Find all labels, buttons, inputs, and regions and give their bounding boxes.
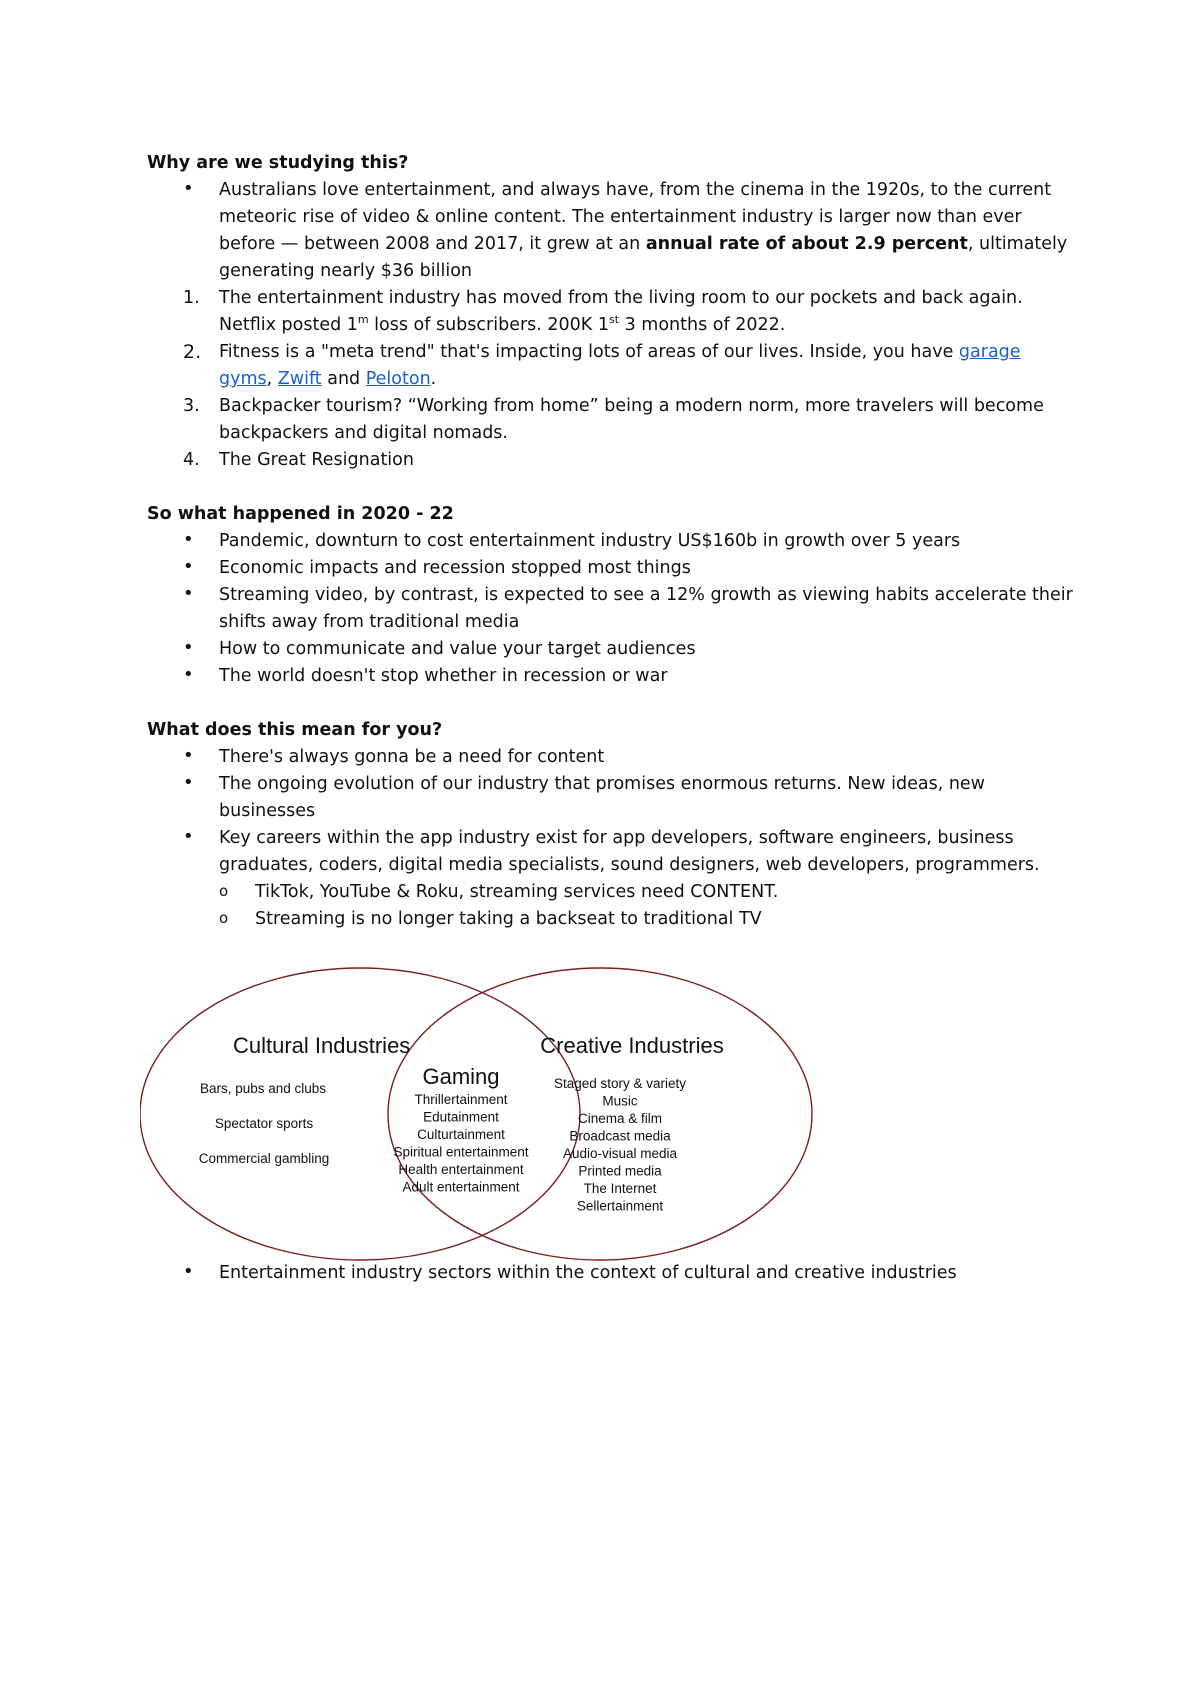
- bullet-text: Australians love entertainment, and always have, from the cinema in the 1920s, to the current meteoric rise of video & online content. The entertainment industry is larger now than ever before — between 2008 and 2017, it grew at an: [219, 180, 1052, 254]
- venn-center-item: Culturtainment: [417, 1127, 505, 1142]
- list-item: • Pandemic, downturn to cost entertainment industry US$160b in growth over 5 years: [147, 528, 1077, 555]
- venn-center-item: Edutainment: [423, 1109, 499, 1125]
- link-zwift[interactable]: Zwift: [277, 369, 322, 389]
- list-item: • There's always gonna be a need for content: [147, 744, 1077, 771]
- venn-diagram: [140, 966, 820, 1271]
- section-heading: Why are we studying this?: [147, 153, 409, 173]
- numbered-list: [147, 285, 1077, 474]
- venn-right-item: Cinema & film: [577, 1111, 663, 1126]
- list-item: • How to communicate and value your target audiences: [147, 636, 1077, 663]
- bullet-list: [147, 1260, 1077, 1287]
- link-peloton[interactable]: Peloton: [365, 369, 431, 389]
- venn-center-item: Spiritual entertainment: [393, 1144, 529, 1160]
- venn-center-item: Thrillertainment: [414, 1092, 508, 1107]
- document-body: [147, 150, 1077, 960]
- venn-circle-cultural: [140, 968, 580, 1260]
- list-number: 4.: [183, 450, 200, 470]
- venn-right-item: The Internet: [583, 1181, 657, 1196]
- venn-center-item: Health entertainment: [398, 1162, 524, 1177]
- bullet-list: [147, 528, 1077, 690]
- venn-right-item: Audio-visual media: [562, 1146, 678, 1161]
- venn-center-title: Gaming: [422, 1064, 500, 1089]
- venn-left-item: Spectator sports: [214, 1116, 314, 1131]
- item-text: Backpacker tourism? “Working from home” being a modern norm, more travelers will become backpackers and digital nomads.: [219, 396, 1044, 443]
- venn-right-item: Sellertainment: [576, 1198, 664, 1214]
- list-number: 1.: [183, 288, 200, 308]
- venn-left-item: Commercial gambling: [198, 1151, 330, 1166]
- sub-list-item: o TikTok, YouTube & Roku, streaming services need CONTENT.: [183, 879, 1077, 906]
- venn-left-item: Bars, pubs and clubs: [199, 1081, 327, 1096]
- list-item: • The world doesn't stop whether in recession or war: [147, 663, 1077, 690]
- list-item: [147, 339, 1077, 393]
- sub-list-item: o Streaming is no longer taking a backseat to traditional TV: [183, 906, 1077, 933]
- link-garage-gyms[interactable]: garage gyms: [219, 342, 1021, 389]
- item-text: and: [321, 369, 366, 389]
- bullet-list: [147, 177, 1077, 285]
- list-item: [147, 177, 1077, 285]
- list-item: [147, 393, 1077, 447]
- venn-right-item: Broadcast media: [569, 1128, 671, 1144]
- item-text: Fitness is a "meta trend" that's impacting lots of areas of our lives. Inside, you have: [219, 342, 959, 362]
- item-text: 3 months of 2022.: [619, 315, 786, 335]
- bullet-text: , ultimately generating nearly $36 billion: [219, 234, 1068, 281]
- venn-right-title: Creative Industries: [540, 1033, 724, 1058]
- section-heading: So what happened in 2020 - 22: [147, 504, 454, 524]
- list-number: 2.: [183, 341, 202, 363]
- section-what-happened: [147, 501, 1077, 690]
- list-item: • Entertainment industry sectors within the context of cultural and creative industries: [147, 1260, 1077, 1287]
- superscript: st: [608, 313, 620, 327]
- venn-left-title: Cultural Industries: [233, 1033, 411, 1058]
- section-what-means: [147, 717, 1077, 933]
- list-item: • Economic impacts and recession stopped most things: [147, 555, 1077, 582]
- venn-center-item: Adult entertainment: [402, 1179, 520, 1195]
- item-text: ,: [266, 369, 278, 389]
- bold-text: annual rate of about 2.9 percent: [645, 234, 968, 254]
- list-item: • The ongoing evolution of our industry that promises enormous returns. New ideas, new businesses: [147, 771, 1077, 825]
- item-text: loss of subscribers. 200K 1: [368, 315, 609, 335]
- venn-right-item: Staged story & variety: [553, 1076, 687, 1091]
- section-why-studying: [147, 150, 1077, 474]
- bullet-list: [147, 744, 1077, 879]
- venn-right-item: Music: [602, 1093, 638, 1109]
- list-item: [147, 285, 1077, 339]
- list-item: [147, 447, 1077, 474]
- list-number: 3.: [183, 396, 200, 416]
- item-text: The entertainment industry has moved from the living room to our pockets and back again. Netflix posted 1: [219, 288, 1023, 335]
- list-item: • Streaming video, by contrast, is expected to see a 12% growth as viewing habits accelerate their shifts away from traditional media: [147, 582, 1077, 636]
- sub-bullet-list: [147, 879, 1077, 933]
- list-item: • Key careers within the app industry exist for app developers, software engineers, business graduates, coders, digital media specialists, sound designers, web developers, programmers.: [147, 825, 1077, 879]
- venn-right-item: Printed media: [578, 1163, 662, 1179]
- final-section: [147, 1260, 1077, 1287]
- item-text: The Great Resignation: [219, 450, 414, 470]
- section-heading: What does this mean for you?: [147, 720, 443, 740]
- superscript: m: [357, 313, 369, 327]
- item-text: .: [430, 369, 437, 389]
